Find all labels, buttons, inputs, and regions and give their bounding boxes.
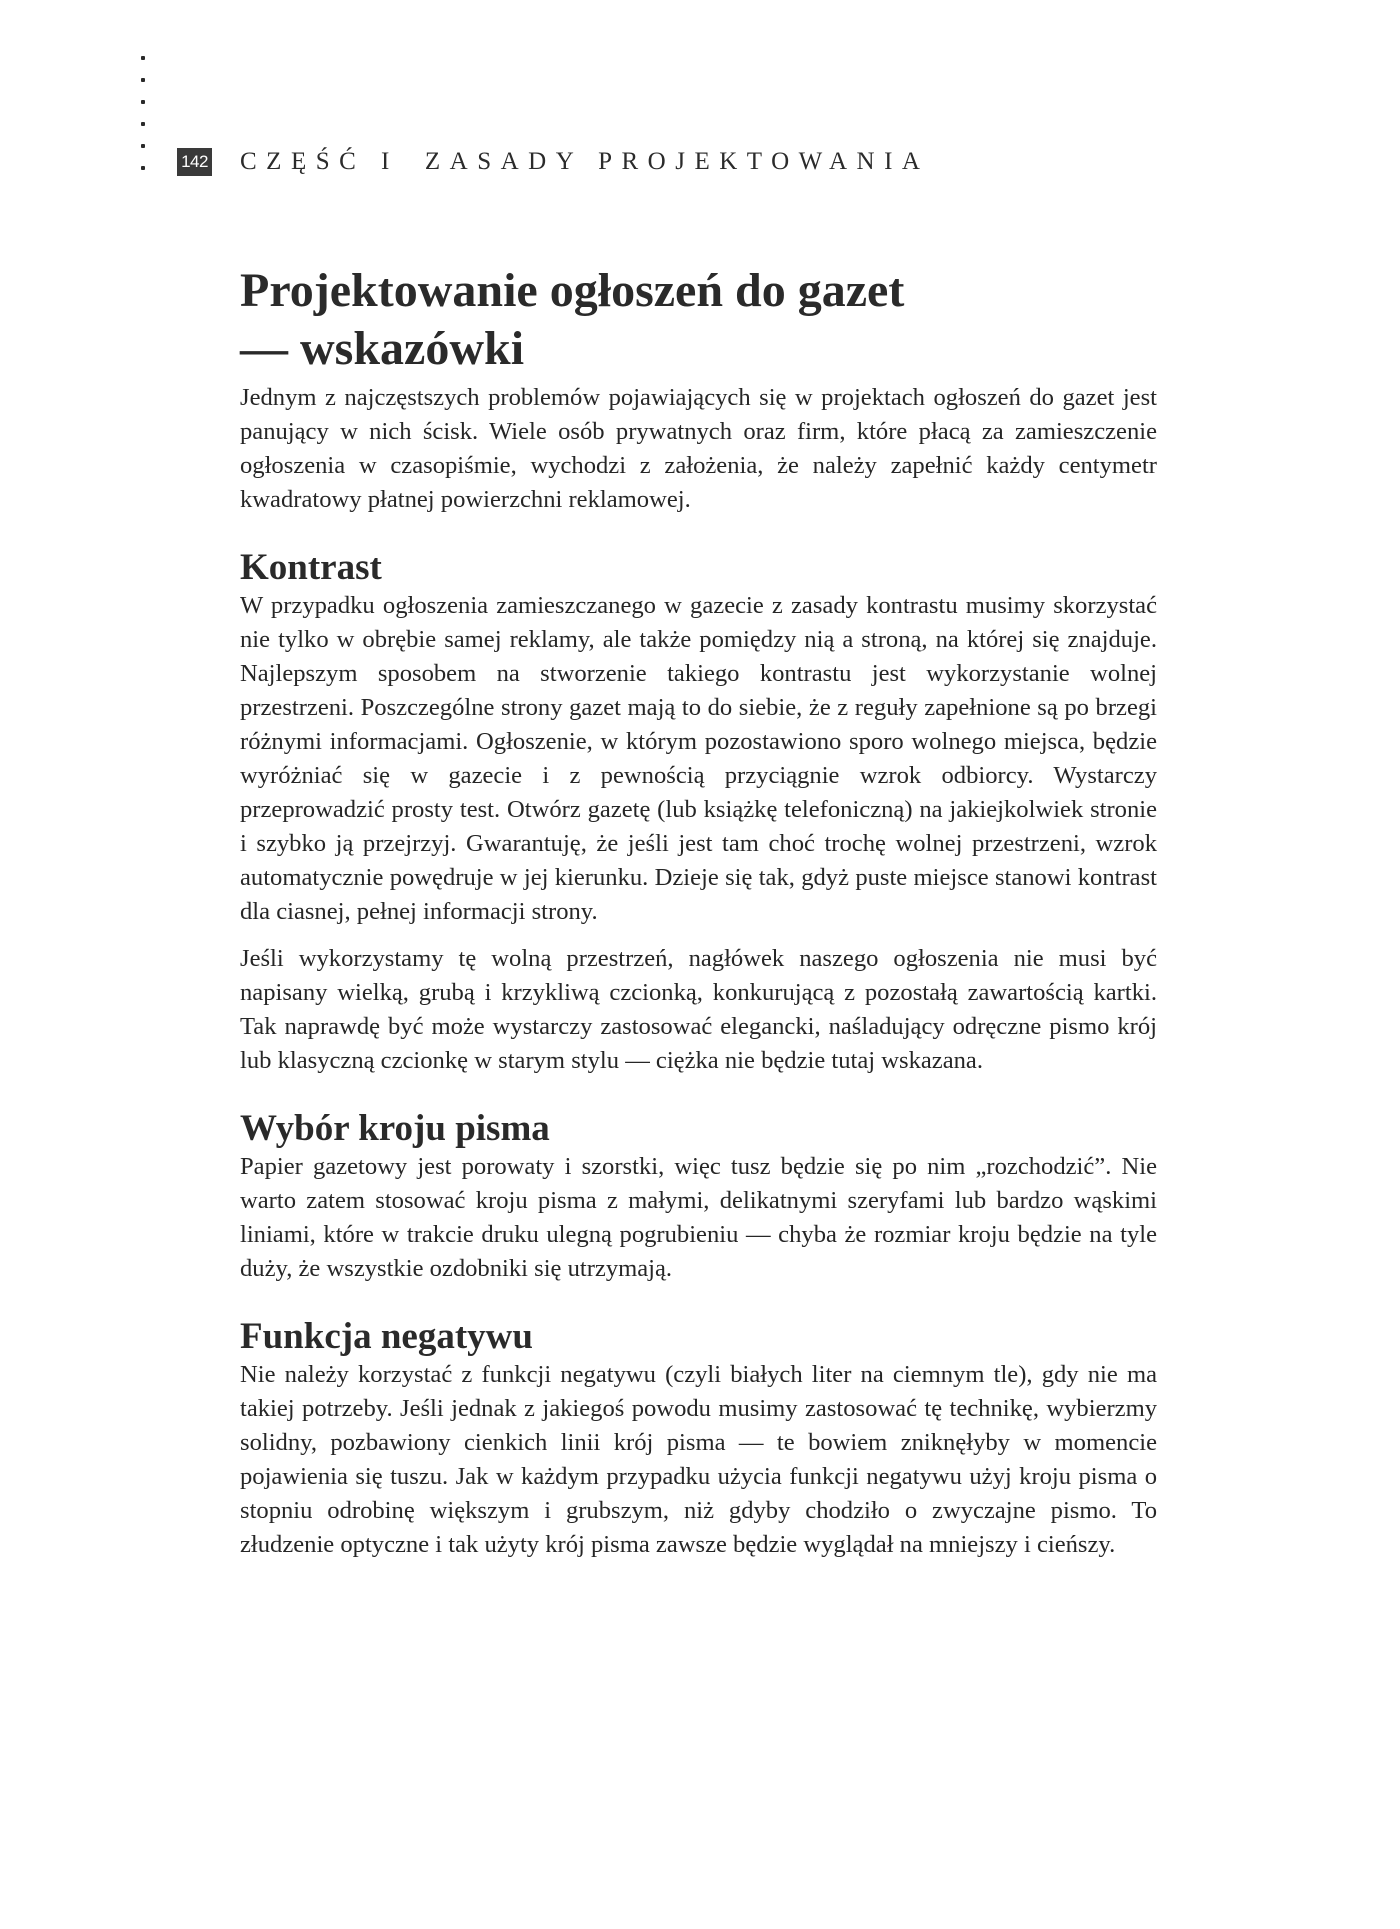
- article-title: [240, 262, 1157, 378]
- paragraph: W przypadku ogłoszenia zamieszczanego w gazecie z zasady kontrastu musimy skorzystać nie tylko w obrębie samej reklamy, ale także pomiędzy nią a stroną, na której się znajduje. Najlepszym sposobem na stworzenie takiego kontrastu jest wykorzystanie wolnej przestrzeni. Poszczególne strony gazet mają to do siebie, że z reguły zapełnione są po brzegi różnymi informacjami. Ogłoszenie, w którym pozostawiono sporo wolnego miejsca, będzie wyróżniać się w gazecie i z pewnością przyciągnie wzrok odbiorcy. Wystarczy przeprowadzić prosty test. Otwórz gazetę (lub książkę telefoniczną) na jakiejkolwiek stronie i szybko ją przejrzyj. Gwarantuję, że jeśli jest tam choć trochę wolnej przestrzeni, wzrok automatycznie powędruje w jej kierunku. Dzieje się tak, gdyż puste miejsce stanowi kontrast dla ciasnej, pełnej informacji strony.: [240, 592, 1157, 925]
- margin-dot: [141, 166, 145, 170]
- article-title-line-1: Projektowanie ogłoszeń do gazet: [240, 264, 905, 317]
- part-title: ZASADY PROJEKTOWANIA: [424, 148, 930, 175]
- paragraph: Papier gazetowy jest porowaty i szorstki, więc tusz będzie się po nim „rozchodzić”. Nie warto zatem stosować kroju pisma z małymi, delikatnymi szeryfami lub bardzo wąskimi liniami, które w trakcie druku ulegną pogrubieniu — chyba że rozmiar kroju będzie na tyle duży, że wszystkie ozdobniki się utrzymają.: [240, 1153, 1157, 1282]
- section-wybor-kroju-pisma: [240, 1108, 1157, 1286]
- intro-paragraph: Jednym z najczęstszych problemów pojawiających się w projektach ogłoszeń do gazet jest panujący w nich ścisk. Wiele osób prywatnych oraz firm, które płacą za zamieszczenie ogłoszenia w czasopiśmie, wychodzi z założenia, że należy zapełnić każdy centymetr kwadratowy płatnej powierzchni reklamowej.: [240, 384, 1157, 513]
- margin-dot: [141, 100, 145, 104]
- margin-dots: [141, 56, 147, 188]
- margin-dot: [141, 78, 145, 82]
- section-funkcja-negatywu: [240, 1316, 1157, 1562]
- part-label: CZĘŚĆ I: [240, 148, 399, 175]
- margin-dot: [141, 122, 145, 126]
- article-title-line-2: — wskazówki: [240, 322, 525, 375]
- section-heading: Funkcja negatywu: [240, 1316, 533, 1357]
- paragraph: Jeśli wykorzystamy tę wolną przestrzeń, nagłówek naszego ogłoszenia nie musi być napisany wielką, grubą i krzykliwą czcionką, konkurującą z pozostałą zawartością kartki. Tak naprawdę być może wystarczy zastosować elegancki, naśladujący odręczne pismo krój lub klasyczną czcionkę w starym stylu — ciężka nie będzie tutaj wskazana.: [240, 945, 1157, 1074]
- section-heading: Wybór kroju pisma: [240, 1108, 550, 1149]
- page-number: 142: [177, 148, 212, 176]
- margin-dot: [141, 56, 145, 60]
- section-kontrast: [240, 547, 1157, 1078]
- paragraph: Nie należy korzystać z funkcji negatywu (czyli białych liter na ciemnym tle), gdy nie ma takiej potrzeby. Jeśli jednak z jakiegoś powodu musimy zastosować tę technikę, wybierzmy solidny, pozbawiony cienkich linii krój pisma — te bowiem zniknęłyby w momencie pojawienia się tuszu. Jak w każdym przypadku użycia funkcji negatywu użyj kroju pisma o stopniu odrobinę większym i grubszym, niż gdyby chodziło o zwyczajne pismo. To złudzenie optyczne i tak użyty krój pisma zawsze będzie wyglądał na mniejszy i cieńszy.: [240, 1361, 1157, 1558]
- section-heading: Kontrast: [240, 547, 382, 588]
- article: [240, 262, 1157, 1562]
- margin-dot: [141, 144, 145, 148]
- running-head: [177, 147, 929, 177]
